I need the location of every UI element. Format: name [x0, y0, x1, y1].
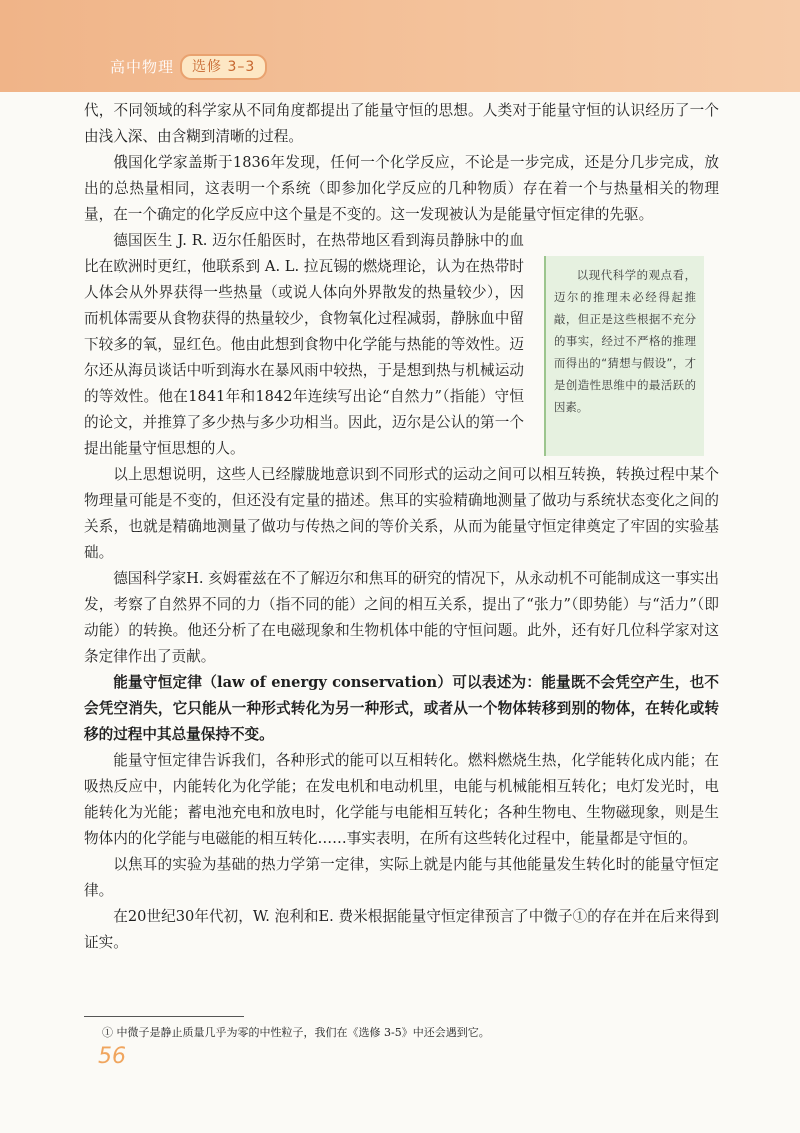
paragraph-8: 以焦耳的实验为基础的热力学第一定律，实际上就是内能与其他能量发生转化时的能量守恒定律。	[84, 856, 719, 899]
paragraph-5: 德国科学家H. 亥姆霍兹在不了解迈尔和焦耳的研究的情况下，从永动机不可能制成这一事实出发，考察了自然界不同的力（指不同的能）之间的相互关系，提出了“张力”（即势能）与“活力”（即动能）的转换。他还分析了在电磁现象和生物机体中能的守恒问题。此外，还有好几位科学家对这条定律作出了贡献。	[84, 570, 719, 665]
main-text	[84, 98, 719, 956]
energy-conservation-law: 能量守恒定律（law of energy conservation）可以表述为：能量既不会凭空产生，也不会凭空消失，它只能从一种形式转化为另一种形式，或者从一个物体转移到别的物体，在转化或转移的过程中其总量保持不变。	[84, 674, 719, 743]
margin-note-text: 以现代科学的观点看，迈尔的推理未必经得起推敲，但正是这些根据不充分的事实，经过不严格的推理而得出的“猜想与假设”，才是创造性思维中的最活跃的因素。	[554, 268, 696, 414]
book-title: 高中物理	[110, 58, 175, 76]
paragraph-2: 俄国化学家盖斯于1836年发现，任何一个化学反应，不论是一步完成，还是分几步完成，放出的总热量相同，这表明一个系统（即参加化学反应的几种物质）存在着一个与热量相关的物理量，在一个确定的化学反应中这个量是不变的。这一发现被认为是能量守恒定律的先驱。	[84, 154, 719, 223]
page-number: 56	[98, 1044, 126, 1069]
wrap-area	[84, 228, 719, 462]
footnote-divider	[84, 1016, 244, 1017]
paragraph-9: 在20世纪30年代初，W. 泡利和E. 费米根据能量守恒定律预言了中微子①的存在并在后来得到证实。	[84, 908, 719, 951]
module-badge: 选修 3–3	[180, 54, 267, 80]
paragraph-4: 以上思想说明，这些人已经朦胧地意识到不同形式的运动之间可以相互转换，转换过程中某个物理量可能是不变的，但还没有定量的描述。焦耳的实验精确地测量了做功与系统状态变化之间的关系，也就是精确地测量了做功与传热之间的等价关系，从而为能量守恒定律奠定了牢固的实验基础。	[84, 466, 719, 561]
paragraph-3: 德国医生 J. R. 迈尔任船医时，在热带地区看到海员静脉中的血比在欧洲时更红，他联系到 A. L. 拉瓦锡的燃烧理论，认为在热带时人体会从外界获得一些热量（或说人体向外界散发的热量较少），因而机体需要从食物获得的热量较少，食物氧化过程减弱，静脉血中留下较多的氧，显红色。他由此想到食物中化学能与热能的等效性。迈尔还从海员谈话中听到海水在暴风雨中较热，于是想到热与机械运动的等效性。他在1841年和1842年连续写出论“自然力”（指能）守恒的论文，并推算了多少热与多少功相当。因此，迈尔是公认的第一个提出能量守恒思想的人。	[84, 232, 524, 457]
paragraph-7: 能量守恒定律告诉我们，各种形式的能可以互相转化。燃料燃烧生热，化学能转化成内能；在吸热反应中，内能转化为化学能；在发电机和电动机里，电能与机械能相互转化；电灯发光时，电能转化为光能；蓄电池充电和放电时，化学能与电能相互转化；各种生物电、生物磁现象，则是生物体内的化学能与电磁能的相互转化……事实表明，在所有这些转化过程中，能量都是守恒的。	[84, 752, 719, 847]
header-band	[0, 0, 800, 92]
margin-note	[544, 256, 704, 456]
paragraph-1: 代，不同领域的科学家从不同角度都提出了能量守恒的思想。人类对于能量守恒的认识经历了一个由浅入深、由含糊到清晰的过程。	[84, 102, 719, 145]
footnote: ① 中微子是静止质量几乎为零的中性粒子，我们在《选修 3-5》中还会遇到它。	[102, 1026, 490, 1039]
